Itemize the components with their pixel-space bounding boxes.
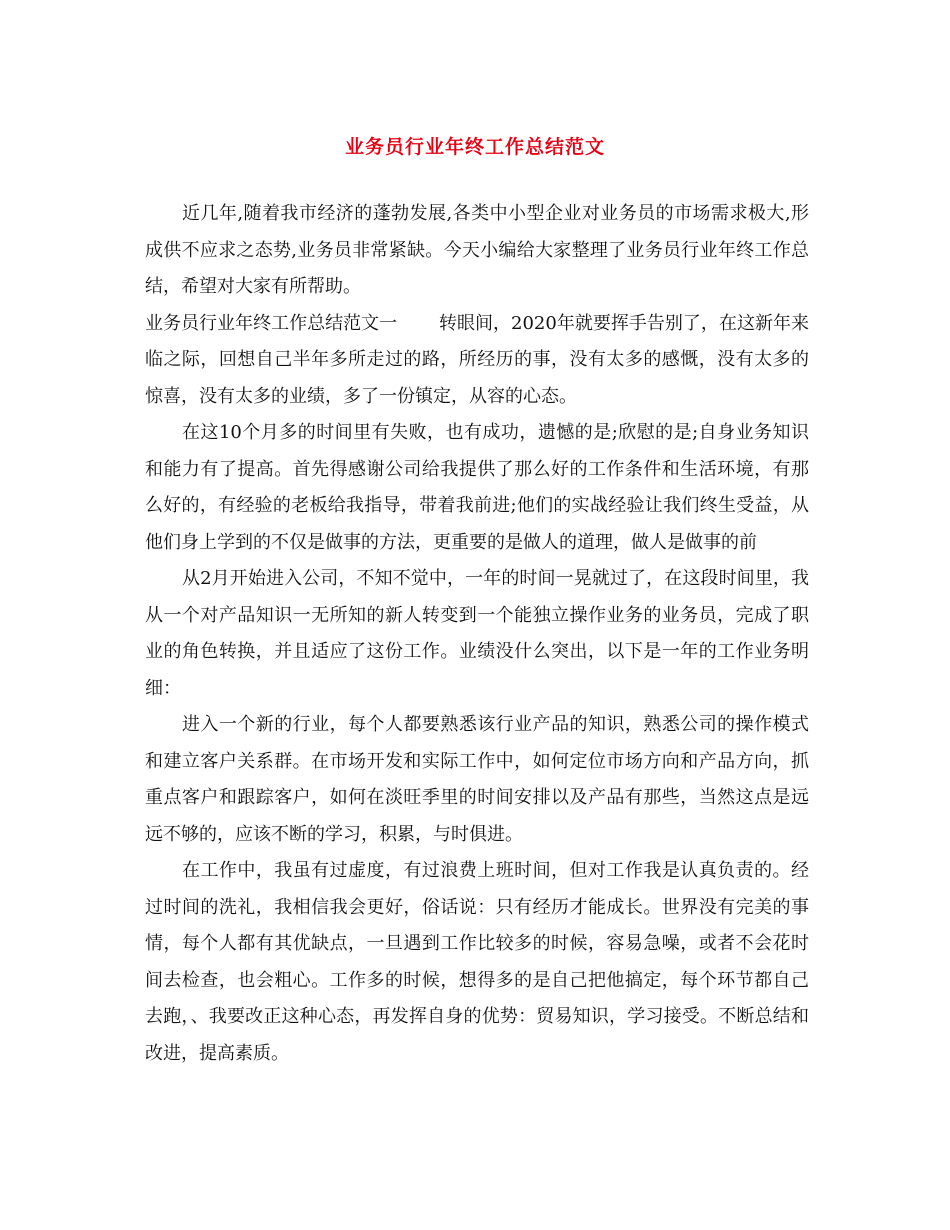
paragraph-new-industry: 进入一个新的行业，每个人都要熟悉该行业产品的知识，熟悉公司的操作模式和建立客户关系群。在市场开发和实际工作中，如何定位市场方向和产品方向，抓重点客户和跟踪客户，如何在淡旺季里的时间安排以及产品有那些，当然这点是远远不够的，应该不断的学习，积累，与时俱进。 <box>145 714 809 845</box>
paragraph-section-one: 业务员行业年终工作总结范文一 转眼间，2020年就要挥手告别了，在这新年来临之际，回想自己半年多所走过的路，所经历的事，没有太多的感慨，没有太多的惊喜，没有太多的业绩，多了一份镇定，从容的心态。 <box>145 312 809 407</box>
paragraph-reflection: 在这10个月多的时间里有失败，也有成功，遗憾的是;欣慰的是;自身业务知识和能力有了提高。首先得感谢公司给我提供了那么好的工作条件和生活环境，有那么好的，有经验的老板给我指导，带着我前进;他们的实战经验让我们终生受益，从他们身上学到的不仅是做事的方法，更重要的是做人的道理，做人是做事的前 <box>145 422 809 553</box>
paragraph-intro: 近几年,随着我市经济的蓬勃发展,各类中小型企业对业务员的市场需求极大,形成供不应求之态势,业务员非常紧缺。今天小编给大家整理了业务员行业年终工作总结，希望对大家有所帮助。 <box>145 203 809 297</box>
document-body <box>145 196 809 1072</box>
paragraph-work-attitude: 在工作中，我虽有过虚度，有过浪费上班时间，但对工作我是认真负责的。经过时间的洗礼，我相信我会更好，俗话说：只有经历才能成长。世界没有完美的事情，每个人都有其优缺点，一旦遇到工作比较多的时候，容易急噪，或者不会花时间去检查，也会粗心。工作多的时候，想得多的是自己把他搞定，每个环节都自己去跑，、我要改正这种心态，再发挥自身的优势：贸易知识，学习接受。不断总结和改进，提高素质。 <box>145 860 809 1064</box>
paragraph-joining: 从2月开始进入公司，不知不觉中，一年的时间一晃就过了，在这段时间里，我从一个对产品知识一无所知的新人转变到一个能独立操作业务的业务员，完成了职业的角色转换，并且适应了这份工作。业绩没什么突出，以下是一年的工作业务明细： <box>145 568 809 699</box>
document-title: 业务员行业年终工作总结范文 <box>344 136 605 158</box>
